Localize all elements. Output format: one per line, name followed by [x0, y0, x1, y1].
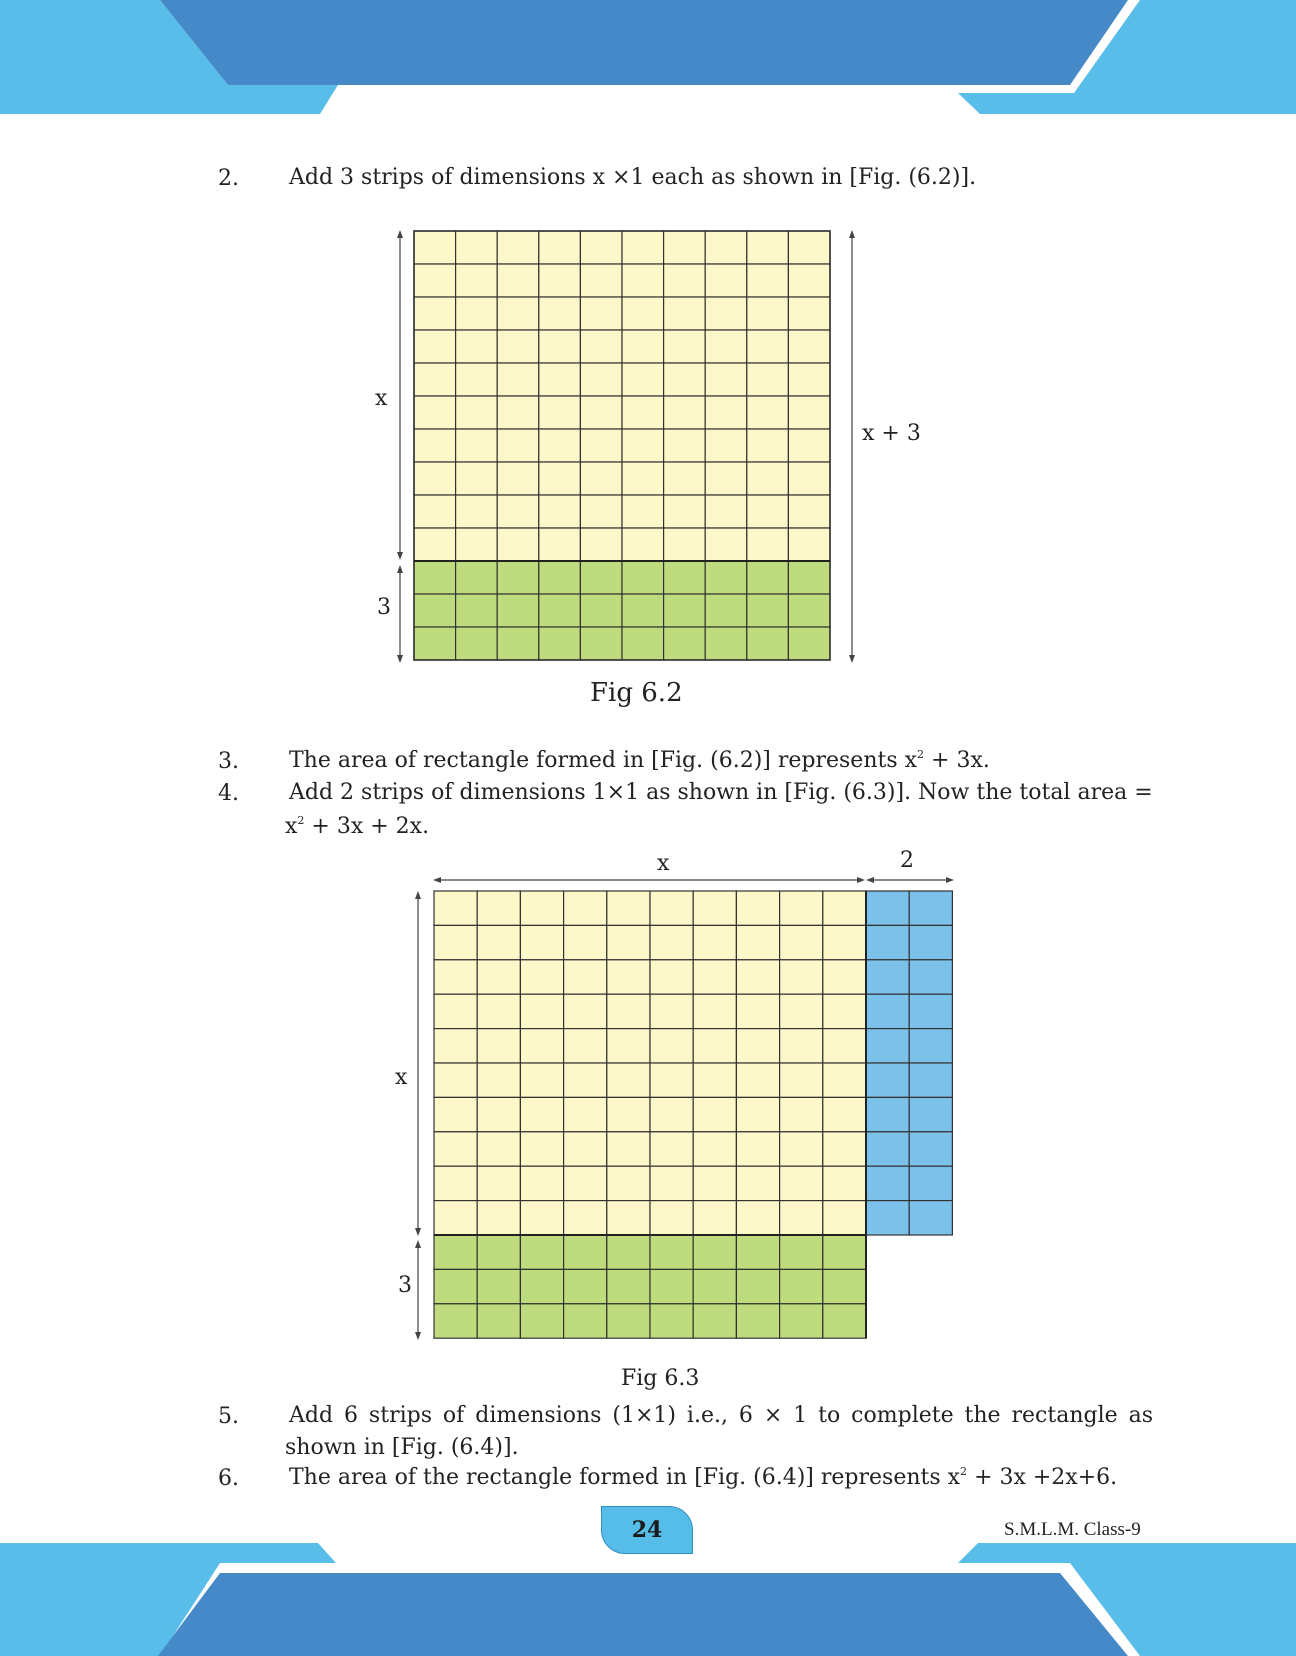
fig63-yellow-cell [736, 1132, 779, 1166]
fig63-caption: Fig 6.3 [621, 1366, 700, 1391]
fig63-yellow-cell [607, 891, 650, 925]
fig63-yellow-cell [693, 1097, 736, 1131]
fig63-yellow-cell [607, 1201, 650, 1235]
fig63-blue-cell [866, 891, 909, 925]
fig63-green-cell [434, 1235, 477, 1269]
fig63-green-cell [607, 1235, 650, 1269]
fig63-yellow-cell [477, 994, 520, 1028]
fig63-green-cell [693, 1235, 736, 1269]
fig62-label-x-plus-3: x + 3 [862, 421, 921, 446]
fig63-yellow-cell [607, 925, 650, 959]
fig63-yellow-cell [693, 960, 736, 994]
fig63-blue-cell [909, 1063, 952, 1097]
fig63-yellow-cell [564, 1063, 607, 1097]
fig63-yellow-cell [477, 1201, 520, 1235]
fig63-blue-cell [909, 1097, 952, 1131]
fig63-yellow-cell [650, 891, 693, 925]
fig62-label-x: x [375, 386, 388, 411]
fig63-blue-cell [909, 994, 952, 1028]
fig63-green-cell [650, 1235, 693, 1269]
fig63-yellow-cell [564, 891, 607, 925]
fig63-yellow-cell [823, 925, 866, 959]
fig63-yellow-cell [607, 960, 650, 994]
fig63-yellow-cell [520, 1063, 563, 1097]
fig63-arrow-3-head [415, 1332, 421, 1340]
fig63-yellow-cell [564, 994, 607, 1028]
fig63-yellow-cell [520, 994, 563, 1028]
fig63-yellow-cell [823, 891, 866, 925]
fig63-yellow-cell [564, 1029, 607, 1063]
fig63-yellow-cell [693, 925, 736, 959]
fig63-yellow-cell [434, 1166, 477, 1200]
footer-class-label: S.M.L.M. Class-9 [1004, 1519, 1141, 1540]
fig63-yellow-cell [434, 1097, 477, 1131]
fig63-yellow-cell [780, 925, 823, 959]
fig63-yellow-cell [650, 1097, 693, 1131]
fig63-yellow-cell [823, 1166, 866, 1200]
fig63-yellow-cell [693, 1166, 736, 1200]
item-3-text: The area of rectangle formed in [Fig. (6.2)] represents $x^2 + 3x$. [289, 748, 990, 773]
fig63-blue-cell [866, 925, 909, 959]
fig63-arrow-top-2-head [946, 877, 954, 883]
item-5-number: 5. [218, 1404, 239, 1429]
fig63-green-cell [520, 1304, 563, 1338]
fig63-yellow-cell [823, 960, 866, 994]
fig63-yellow-cell [564, 1166, 607, 1200]
fig63-yellow-cell [823, 1132, 866, 1166]
fig63-arrow-x-head [415, 1228, 421, 1236]
fig63-green-cell [693, 1304, 736, 1338]
item-2-text: Add 3 strips of dimensions x ×1 each as shown in [Fig. (6.2)]. [289, 165, 977, 190]
fig63-green-cell [780, 1235, 823, 1269]
fig63-yellow-cell [693, 1132, 736, 1166]
fig63-yellow-cell [520, 1166, 563, 1200]
fig63-green-cell [434, 1304, 477, 1338]
fig63-green-cell [434, 1269, 477, 1303]
fig63-yellow-cell [780, 960, 823, 994]
fig63-green-cell [693, 1269, 736, 1303]
fig63-yellow-cell [564, 1201, 607, 1235]
fig63-green-cell [650, 1304, 693, 1338]
fig63-label-top-x: x [657, 851, 670, 876]
fig63-yellow-cell [607, 1029, 650, 1063]
fig63-yellow-cell [520, 960, 563, 994]
fig63-blue-cell [909, 1166, 952, 1200]
fig63-yellow-cell [607, 1097, 650, 1131]
fig63-green-cell [780, 1269, 823, 1303]
fig63-arrow-top-x-head [433, 877, 441, 883]
fig63-blue-cell [909, 960, 952, 994]
fig63-yellow-cell [693, 1029, 736, 1063]
fig63-yellow-cell [650, 1029, 693, 1063]
item-5-line1: Add 6 strips of dimensions (1×1) i.e., 6 × 1 to complete the rectangle as [289, 1403, 1153, 1428]
fig63-arrow-x-head [415, 891, 421, 899]
fig63-blue-cell [909, 1201, 952, 1235]
fig63-yellow-cell [693, 994, 736, 1028]
fig63-yellow-cell [736, 1166, 779, 1200]
fig63-yellow-cell [477, 1029, 520, 1063]
fig63-label-top-2: 2 [900, 848, 914, 873]
fig63-yellow-cell [434, 1063, 477, 1097]
fig63-green-cell [780, 1304, 823, 1338]
fig63-yellow-cell [520, 891, 563, 925]
fig63-label-x: x [395, 1065, 408, 1090]
fig63-green-cell [736, 1235, 779, 1269]
fig63-yellow-cell [477, 960, 520, 994]
fig63-yellow-cell [434, 891, 477, 925]
fig63-yellow-cell [780, 994, 823, 1028]
item-6-number: 6. [218, 1466, 239, 1491]
fig63-yellow-cell [564, 1132, 607, 1166]
fig63-yellow-cell [693, 1063, 736, 1097]
fig63-green-cell [823, 1235, 866, 1269]
fig63-yellow-cell [520, 1029, 563, 1063]
fig63-yellow-cell [477, 1166, 520, 1200]
fig63-yellow-cell [823, 1063, 866, 1097]
fig63-green-cell [607, 1304, 650, 1338]
item-4-line2: $x^2 + 3x + 2x$. [285, 814, 430, 839]
fig63-green-cell [564, 1235, 607, 1269]
fig63-blue-cell [866, 994, 909, 1028]
fig63-yellow-cell [607, 1132, 650, 1166]
fig63-yellow-cell [693, 1201, 736, 1235]
fig63-green-cell [564, 1304, 607, 1338]
fig63-yellow-cell [564, 1097, 607, 1131]
fig63-yellow-cell [736, 925, 779, 959]
fig63-yellow-cell [434, 925, 477, 959]
fig63-yellow-cell [736, 1201, 779, 1235]
fig63-yellow-cell [520, 1201, 563, 1235]
fig63-blue-cell [866, 1166, 909, 1200]
item-3-number: 3. [218, 749, 239, 774]
fig63-green-cell [736, 1304, 779, 1338]
fig63-yellow-cell [780, 1166, 823, 1200]
fig63-yellow-cell [607, 1166, 650, 1200]
fig63-green-cell [520, 1235, 563, 1269]
fig62-caption: Fig 6.2 [590, 678, 683, 708]
fig63-green-cell [477, 1235, 520, 1269]
fig63-yellow-cell [780, 1063, 823, 1097]
fig63-yellow-cell [477, 1063, 520, 1097]
fig63-yellow-cell [823, 1097, 866, 1131]
fig63-yellow-cell [736, 1097, 779, 1131]
fig63-yellow-cell [823, 1201, 866, 1235]
fig63-yellow-cell [780, 1097, 823, 1131]
fig63-yellow-cell [434, 1132, 477, 1166]
fig63-yellow-cell [520, 1132, 563, 1166]
fig63-yellow-cell [607, 1063, 650, 1097]
fig63-yellow-cell [693, 891, 736, 925]
fig63-yellow-cell [434, 994, 477, 1028]
fig63-yellow-cell [564, 960, 607, 994]
fig63-blue-cell [909, 1132, 952, 1166]
fig63-yellow-cell [650, 1166, 693, 1200]
fig63-arrow-top-2-head [866, 877, 874, 883]
fig63-green-cell [823, 1304, 866, 1338]
fig63-green-cell [564, 1269, 607, 1303]
fig63-yellow-cell [477, 1097, 520, 1131]
fig63-blue-cell [909, 925, 952, 959]
fig63-green-cell [607, 1269, 650, 1303]
fig63-yellow-cell [564, 925, 607, 959]
fig63-yellow-cell [650, 994, 693, 1028]
fig63-yellow-cell [434, 1201, 477, 1235]
fig63-green-cell [736, 1269, 779, 1303]
fig63-yellow-cell [477, 1132, 520, 1166]
fig63-yellow-cell [780, 1132, 823, 1166]
fig63-yellow-cell [520, 925, 563, 959]
fig62-label-3: 3 [377, 595, 391, 620]
fig63-yellow-cell [520, 1097, 563, 1131]
fig63-yellow-cell [823, 1029, 866, 1063]
item-6-text: The area of the rectangle formed in [Fig. (6.4)] represents $x^2 + 3x +2x+6$. [289, 1465, 1118, 1490]
fig63-yellow-cell [736, 891, 779, 925]
fig63-yellow-cell [650, 1201, 693, 1235]
fig63-blue-cell [909, 891, 952, 925]
fig63-yellow-cell [434, 1029, 477, 1063]
fig63-arrow-3-head [415, 1240, 421, 1248]
fig63-blue-cell [909, 1029, 952, 1063]
fig63-blue-cell [866, 1063, 909, 1097]
fig63-blue-cell [866, 960, 909, 994]
fig63-yellow-cell [477, 925, 520, 959]
fig63-yellow-cell [650, 1132, 693, 1166]
fig63-yellow-cell [823, 994, 866, 1028]
fig63-green-cell [477, 1304, 520, 1338]
fig63-blue-cell [866, 1201, 909, 1235]
fig63-yellow-cell [434, 960, 477, 994]
fig63-yellow-cell [780, 1201, 823, 1235]
fig63-yellow-cell [780, 891, 823, 925]
item-2-number: 2. [218, 166, 239, 191]
fig63-blue-cell [866, 1029, 909, 1063]
fig63-green-cell [823, 1269, 866, 1303]
fig63-green-cell [520, 1269, 563, 1303]
item-5-line2: shown in [Fig. (6.4)]. [285, 1435, 519, 1460]
fig63-yellow-cell [650, 960, 693, 994]
fig63-yellow-cell [607, 994, 650, 1028]
fig63-yellow-cell [736, 960, 779, 994]
fig63-arrow-top-x-head [857, 877, 865, 883]
fig63-yellow-cell [780, 1029, 823, 1063]
fig63-yellow-cell [650, 1063, 693, 1097]
fig63-yellow-cell [650, 925, 693, 959]
page-number: 24 [601, 1506, 693, 1554]
fig63-green-cell [650, 1269, 693, 1303]
fig63-green-cell [477, 1269, 520, 1303]
fig63-yellow-cell [736, 1063, 779, 1097]
fig63-blue-cell [866, 1132, 909, 1166]
fig63-blue-cell [866, 1097, 909, 1131]
fig63-yellow-cell [736, 1029, 779, 1063]
item-4-line1: Add 2 strips of dimensions 1×1 as shown in [Fig. (6.3)]. Now the total area = [289, 780, 1153, 805]
fig63-yellow-cell [477, 891, 520, 925]
fig63-yellow-cell [736, 994, 779, 1028]
item-4-number: 4. [218, 781, 239, 806]
fig63-label-3: 3 [398, 1273, 412, 1298]
